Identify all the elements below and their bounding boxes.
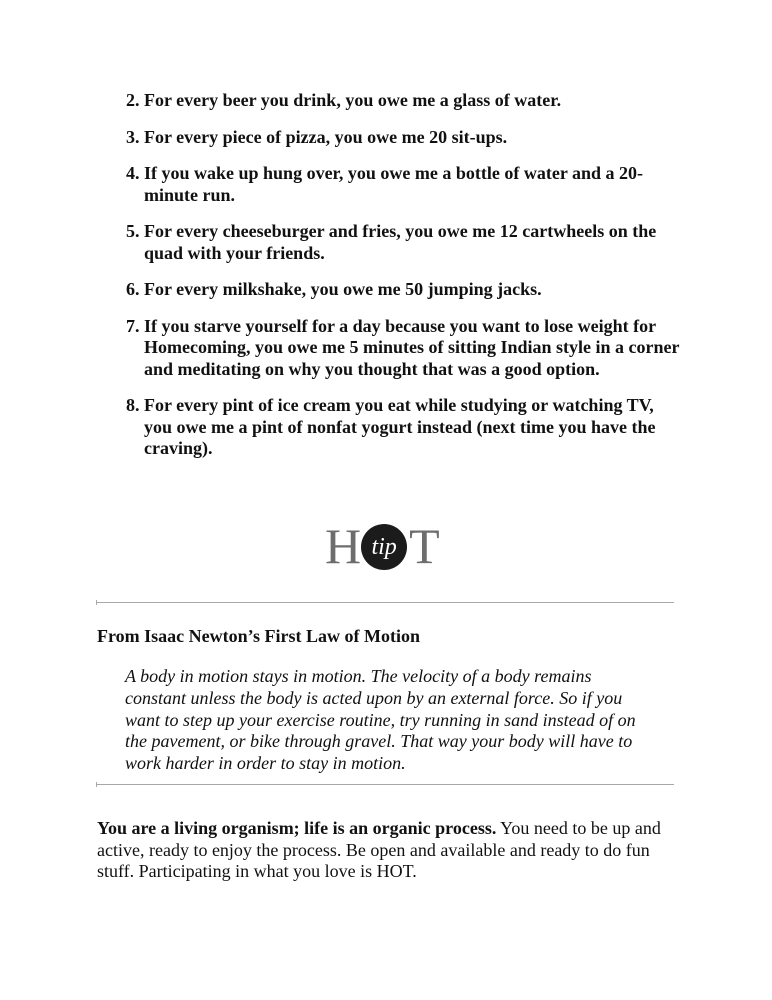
list-item-text: For every cheeseburger and fries, you owe me 12 cartwheels on the quad with your friends. [144, 221, 657, 263]
hot-tip-logo [325, 518, 450, 574]
list-item [126, 127, 686, 149]
list-item-number: 6. [126, 279, 144, 299]
list-item-text: If you starve yourself for a day because you want to lose weight for Homecoming, you owe me 5 minutes of sitting Indian style in a corner and meditating on why you thought that was a good option. [144, 315, 680, 379]
list-item [126, 395, 686, 460]
list-item [126, 163, 686, 206]
list-item-text: For every milkshake, you owe me 50 jumping jacks. [144, 279, 542, 299]
closing-lead: You are a living organism; life is an organic process. [97, 818, 497, 838]
list-item-number: 7. [126, 315, 144, 336]
logo-tip-text: tip [371, 534, 397, 560]
divider-top [97, 602, 674, 603]
list-item [126, 90, 686, 112]
logo-letter-t: T [409, 518, 440, 574]
list-item-text: For every pint of ice cream you eat while studying or watching TV, you owe me a pint of nonfat yogurt instead (next time you have the craving). [144, 395, 656, 458]
list-item [126, 279, 686, 301]
list-item-number: 3. [126, 126, 144, 147]
logo-letter-h: H [325, 518, 362, 574]
list-item [126, 316, 686, 381]
closing-body: You need to be up and active, ready to enjoy the process. Be open and available and ready to do fun stuff. Participating in what you love is HOT. [97, 818, 661, 881]
newton-quote: A body in motion stays in motion. The velocity of a body remains constant unless the body is acted upon by an external force. So if you want to step up your exercise routine, try running in sand instead of on the pavement, or bike through gravel. That way your body will have to work harder in order to stay in motion. [125, 666, 636, 774]
list-item-number: 8. [126, 395, 144, 415]
list-item [126, 221, 686, 264]
list-item-number: 2. [126, 90, 144, 110]
list-item-text: For every beer you drink, you owe me a glass of water. [144, 90, 562, 110]
closing-paragraph [97, 818, 672, 883]
logo-tip-circle [361, 524, 407, 570]
list-item-number: 5. [126, 221, 144, 241]
list-item-text: If you wake up hung over, you owe me a bottle of water and a 20-minute run. [144, 163, 644, 205]
tips-list [126, 90, 686, 475]
section-title: From Isaac Newton’s First Law of Motion [97, 626, 420, 646]
list-item-number: 4. [126, 163, 144, 183]
list-item-text: For every piece of pizza, you owe me 20 sit-ups. [144, 126, 508, 147]
divider-bottom [97, 784, 674, 785]
